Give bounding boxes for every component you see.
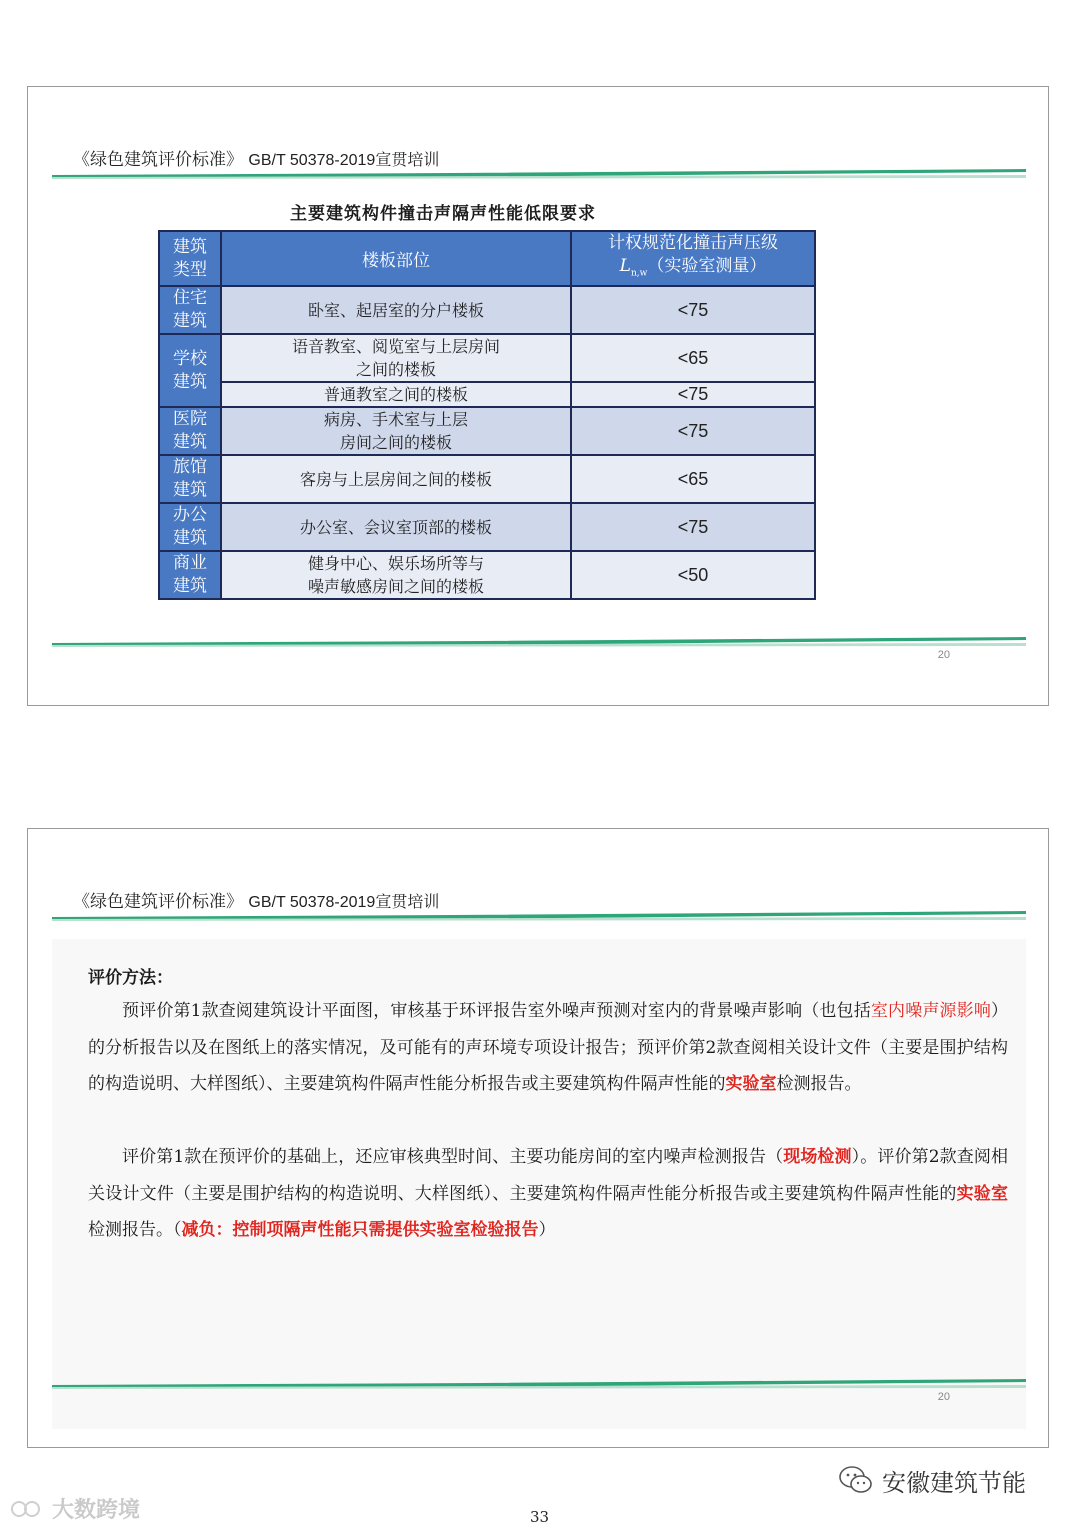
row-value: <75 bbox=[571, 286, 815, 334]
col-type-header: 建筑 类型 bbox=[159, 231, 221, 286]
row-part: 健身中心、娱乐场所等与 噪声敏感房间之间的楼板 bbox=[221, 551, 571, 599]
table-row bbox=[159, 382, 815, 407]
wechat-account-name: 安徽建筑节能 bbox=[882, 1468, 1026, 1497]
row-part: 客房与上层房间之间的楼板 bbox=[221, 455, 571, 503]
row-value: <75 bbox=[571, 407, 815, 455]
row-type: 住宅 建筑 bbox=[159, 286, 221, 334]
footer-band bbox=[52, 1379, 1026, 1389]
header-band bbox=[52, 169, 1026, 179]
row-part: 普通教室之间的楼板 bbox=[221, 382, 571, 407]
highlight-text: 实验室 bbox=[725, 1074, 777, 1094]
footer-band bbox=[52, 637, 1026, 647]
section-title: 评价方法： bbox=[88, 968, 173, 988]
table-row bbox=[159, 286, 815, 334]
row-value: <65 bbox=[571, 334, 815, 382]
slide-page-number: 20 bbox=[937, 1391, 950, 1403]
row-type: 医院 建筑 bbox=[159, 407, 221, 455]
table-row bbox=[159, 455, 815, 503]
watermark-text: 大数跨境 bbox=[52, 1498, 141, 1523]
row-part: 病房、手术室与上层 房间之间的楼板 bbox=[221, 407, 571, 455]
slide-page-number: 20 bbox=[937, 649, 950, 661]
row-type: 办公 建筑 bbox=[159, 503, 221, 551]
header-title-code: GB/T 50378-2019宣贯培训 bbox=[248, 152, 440, 169]
highlight-text: 减负：控制项隔声性能只需提供实验室检验报告 bbox=[181, 1220, 539, 1240]
slide-evaluation bbox=[27, 828, 1049, 1448]
col-value-header: 计权规范化撞击声压级 $L_{n,w}$（实验室测量） bbox=[571, 231, 815, 286]
row-type: 学校 建筑 bbox=[159, 334, 221, 407]
table-title: 主要建筑构件撞击声隔声性能低限要求 bbox=[290, 204, 596, 224]
wechat-icon bbox=[838, 1465, 874, 1495]
header-title-cn: 《绿色建筑评价标准》 bbox=[73, 150, 243, 170]
paragraph-pre-evaluation: 预评价第1款查阅建筑设计平面图，审核基于环评报告室外噪声预测对室内的背景噪声影响（也包括室内噪声源影响）的分析报告以及在图纸上的落实情况，及可能有的声环境专项设计报告；预评价第2款查阅相关设计文件（主要是围护结构的构造说明、大样图纸）、主要建筑构件隔声性能分析报告或主要建筑构件隔声性能的实验室检测报告。 bbox=[88, 1001, 1008, 1094]
table-row bbox=[159, 334, 815, 382]
watermark-logo-icon bbox=[10, 1498, 46, 1520]
document-page-number: 33 bbox=[530, 1508, 550, 1526]
row-value: <50 bbox=[571, 551, 815, 599]
row-part: 语音教室、阅览室与上层房间 之间的楼板 bbox=[221, 334, 571, 382]
wechat-account[interactable] bbox=[838, 1460, 1026, 1500]
row-part: 办公室、会议室顶部的楼板 bbox=[221, 503, 571, 551]
highlight-text: 室内噪声源影响 bbox=[870, 1001, 991, 1021]
sound-insulation-table bbox=[158, 230, 816, 600]
slide-table bbox=[27, 86, 1049, 706]
slide-header bbox=[73, 145, 439, 170]
highlight-text: 现场检测 bbox=[783, 1147, 852, 1167]
paragraph-evaluation: 评价第1款在预评价的基础上，还应审核典型时间、主要功能房间的室内噪声检测报告（现场检测）。评价第2款查阅相关设计文件（主要是围护结构的构造说明、大样图纸）、主要建筑构件隔声性能分析报告或主要建筑构件隔声性能的实验室检测报告。（减负：控制项隔声性能只需提供实验室检验报告） bbox=[88, 1147, 1009, 1240]
header-title-code: GB/T 50378-2019宣贯培训 bbox=[248, 894, 440, 911]
watermark bbox=[10, 1493, 140, 1524]
row-value: <65 bbox=[571, 455, 815, 503]
row-value: <75 bbox=[571, 503, 815, 551]
header-title-cn: 《绿色建筑评价标准》 bbox=[73, 892, 243, 912]
row-type: 旅馆 建筑 bbox=[159, 455, 221, 503]
table-header-row bbox=[159, 231, 815, 286]
row-part: 卧室、起居室的分户楼板 bbox=[221, 286, 571, 334]
header-band bbox=[52, 911, 1026, 921]
table-row bbox=[159, 503, 815, 551]
table-row bbox=[159, 407, 815, 455]
row-type: 商业 建筑 bbox=[159, 551, 221, 599]
col-part-header: 楼板部位 bbox=[221, 231, 571, 286]
highlight-text: 实验室 bbox=[956, 1183, 1009, 1204]
row-value: <75 bbox=[571, 382, 815, 407]
table-row bbox=[159, 551, 815, 599]
slide-header bbox=[73, 887, 439, 912]
